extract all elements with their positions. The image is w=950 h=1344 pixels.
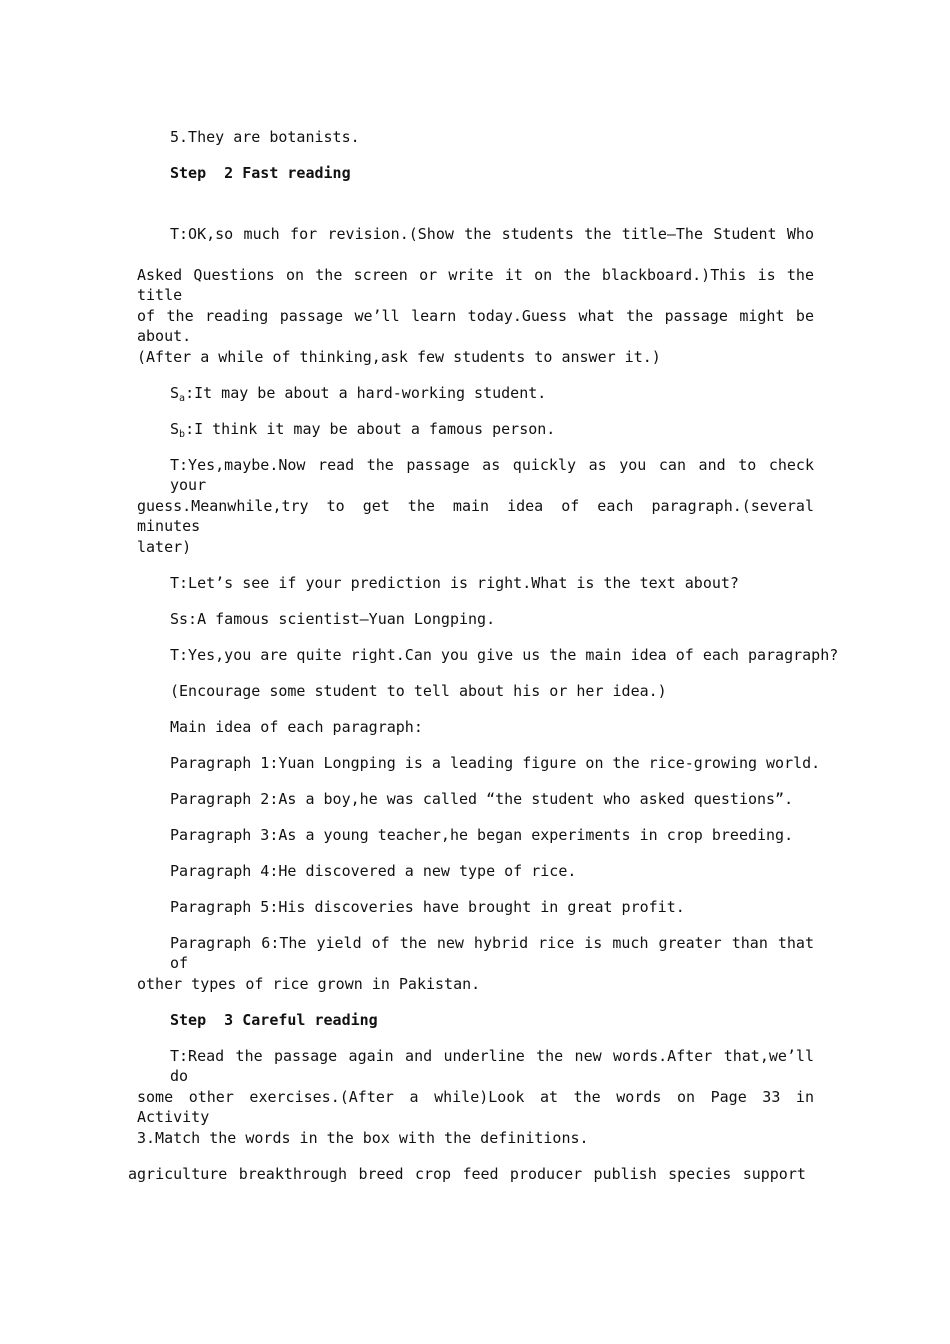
speaker-label: S bbox=[170, 420, 180, 438]
step-2-heading: Step 2 Fast reading bbox=[170, 164, 351, 182]
word-box bbox=[128, 1164, 806, 1184]
teacher-line: guess.Meanwhile,try to get the main idea of each paragraph.(several minutes bbox=[137, 497, 814, 535]
step-3-heading: Step 3 Careful reading bbox=[170, 1011, 378, 1029]
teacher-question: T:Let’s see if your prediction is right.What is the text about? bbox=[170, 574, 739, 592]
speaker-label: S bbox=[170, 384, 180, 402]
teacher-line: T:Read the passage again and underline the new words.After that,we’ll do bbox=[170, 1047, 814, 1085]
teacher-question: T:Yes,you are quite right.Can you give us the main idea of each paragraph? bbox=[170, 646, 839, 664]
teacher-line: later) bbox=[137, 538, 192, 556]
teacher-line: of the reading passage we’ll learn today.Guess what the passage might be about. bbox=[137, 307, 814, 345]
answer-line-5: 5.They are botanists. bbox=[170, 128, 360, 146]
student-answer: :I think it may be about a famous person. bbox=[185, 420, 556, 438]
teacher-line: some other exercises.(After a while)Look at the words on Page 33 in Activity bbox=[137, 1088, 814, 1126]
student-answer: :It may be about a hard-working student. bbox=[185, 384, 547, 402]
student-b-line bbox=[170, 419, 555, 439]
teacher-line: T:Yes,maybe.Now read the passage as quickly as you can and to check your bbox=[170, 456, 814, 494]
main-idea-heading: Main idea of each paragraph: bbox=[170, 718, 423, 736]
word-item: producer bbox=[509, 1165, 583, 1183]
teacher-line: 3.Match the words in the box with the definitions. bbox=[137, 1129, 589, 1147]
instruction-note: (Encourage some student to tell about his or her idea.) bbox=[170, 682, 667, 700]
speaker-subscript: a bbox=[179, 393, 186, 404]
teacher-line: Asked Questions on the screen or write it on the blackboard.)This is the title bbox=[137, 266, 814, 304]
paragraph-idea: other types of rice grown in Pakistan. bbox=[137, 975, 481, 993]
students-answer: Ss:A famous scientist—Yuan Longping. bbox=[170, 610, 496, 628]
paragraph-idea: Paragraph 4:He discovered a new type of rice. bbox=[170, 862, 577, 880]
paragraph-idea: Paragraph 6:The yield of the new hybrid rice is much greater than that of bbox=[170, 934, 814, 972]
word-item: breed bbox=[358, 1165, 404, 1183]
word-item: publish bbox=[593, 1165, 657, 1183]
paragraph-idea: Paragraph 3:As a young teacher,he began experiments in crop breeding. bbox=[170, 826, 794, 844]
word-item: feed bbox=[462, 1165, 499, 1183]
word-item: agriculture bbox=[128, 1165, 228, 1183]
word-item: crop bbox=[414, 1165, 452, 1183]
word-item: breakthrough bbox=[238, 1165, 348, 1183]
word-item: species bbox=[668, 1165, 732, 1183]
paragraph-idea: Paragraph 5:His discoveries have brought in great profit. bbox=[170, 898, 685, 916]
teacher-line: (After a while of thinking,ask few students to answer it.) bbox=[137, 348, 661, 366]
word-item: support bbox=[742, 1165, 806, 1183]
paragraph-idea: Paragraph 2:As a boy,he was called “the student who asked questions”. bbox=[170, 790, 794, 808]
paragraph-idea: Paragraph 1:Yuan Longping is a leading figure on the rice-growing world. bbox=[170, 754, 821, 772]
student-a-line bbox=[170, 383, 546, 403]
teacher-line: T:OK,so much for revision.(Show the students the title—The Student Who bbox=[170, 225, 814, 243]
speaker-subscript: b bbox=[179, 429, 186, 440]
